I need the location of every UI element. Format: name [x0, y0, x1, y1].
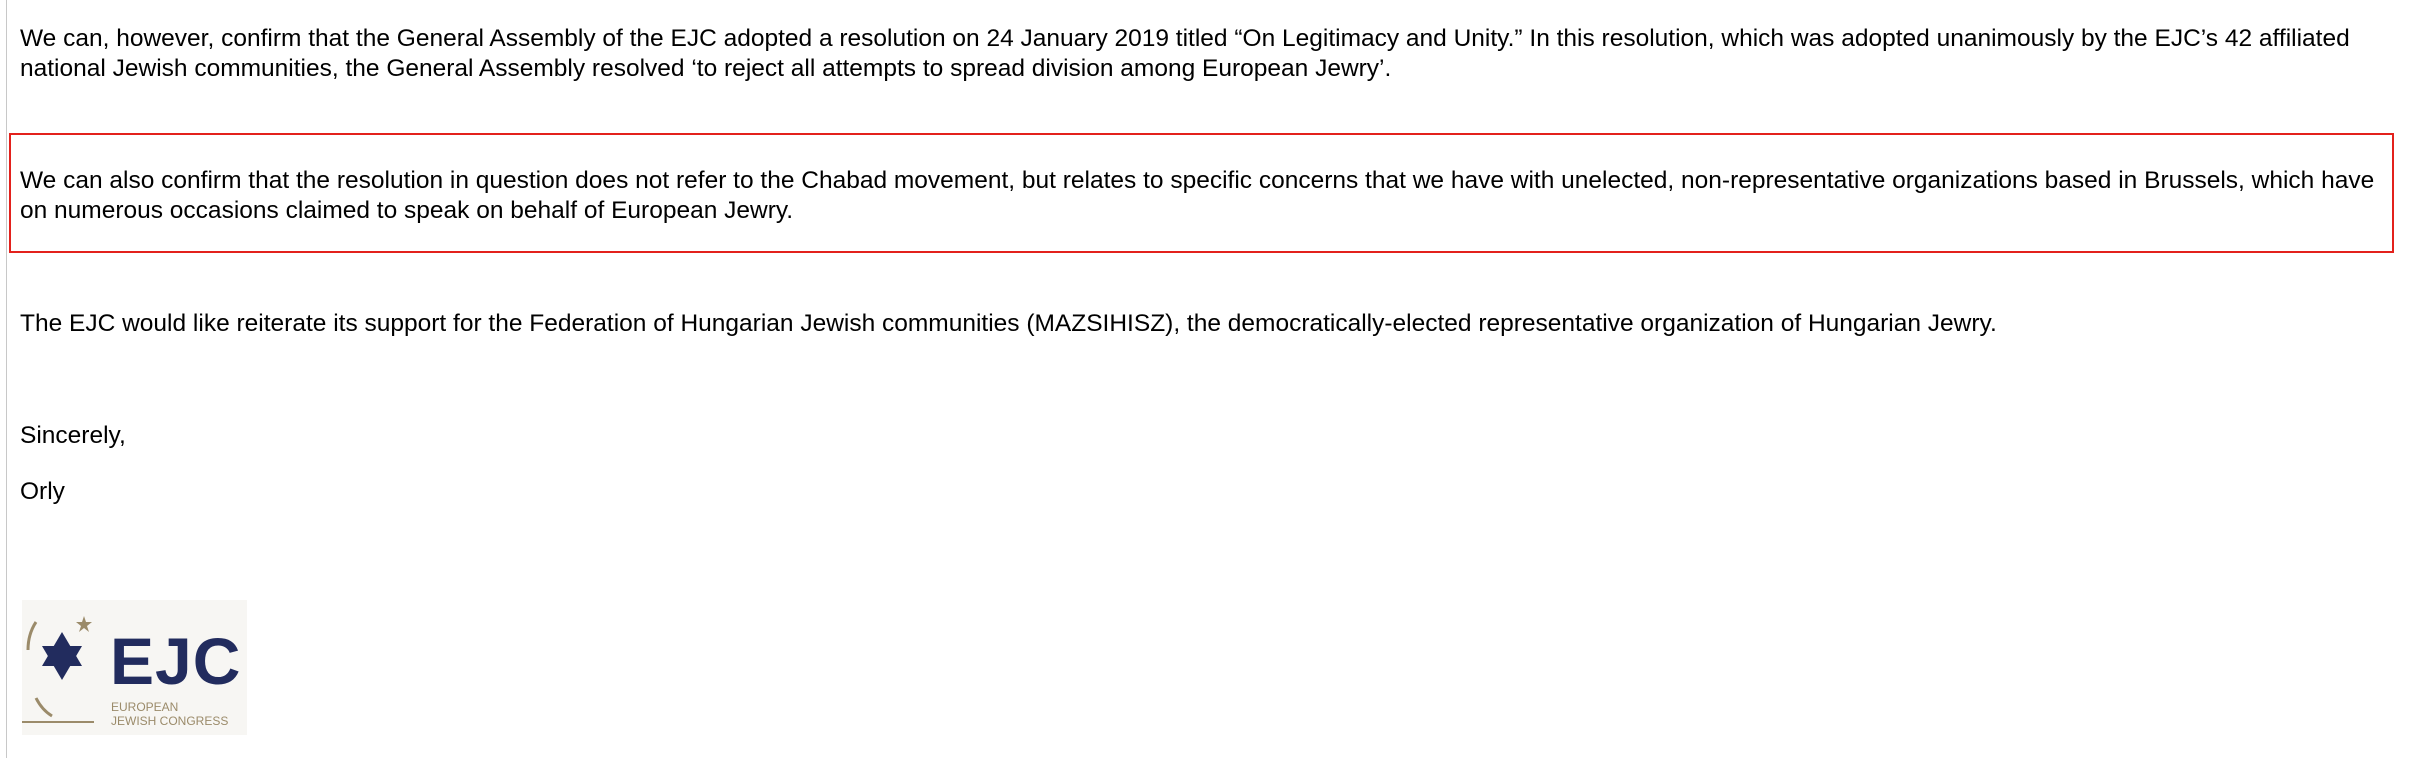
paragraph-resolution-adopted: We can, however, confirm that the General Assembly of the EJC adopted a resolution on 24 January 2019 titled “On Legitimacy and Unity.” In this resolution, which was adopted unanimously by the EJC’s 42 affiliated national Jewish communities, the General Assembly resolved ‘to reject all attempts to spread division among European Jewry’. — [20, 25, 2350, 82]
paragraph-highlighted-chabad: We can also confirm that the resolution in question does not refer to the Chabad movement, but relates to specific concerns that we have with unelected, non-representative organizations based in Brussels, which have on numerous occasions claimed to speak on behalf of European Jewry. — [20, 167, 2375, 224]
left-margin-rule — [6, 0, 7, 758]
signer-name: Orly — [20, 478, 65, 505]
closing-salutation: Sincerely, — [20, 422, 126, 449]
logo-subtitle — [111, 700, 228, 728]
logo-subtitle-line-1: EUROPEAN — [111, 700, 179, 714]
logo-wordmark: EJC — [110, 624, 242, 698]
ejc-logo — [22, 600, 247, 735]
paragraph-mazsihisz-support: The EJC would like reiterate its support for the Federation of Hungarian Jewish communities (MAZSIHISZ), the democratically-elected representative organization of Hungarian Jewry. — [20, 310, 1997, 337]
logo-subtitle-line-2: JEWISH CONGRESS — [111, 714, 229, 728]
